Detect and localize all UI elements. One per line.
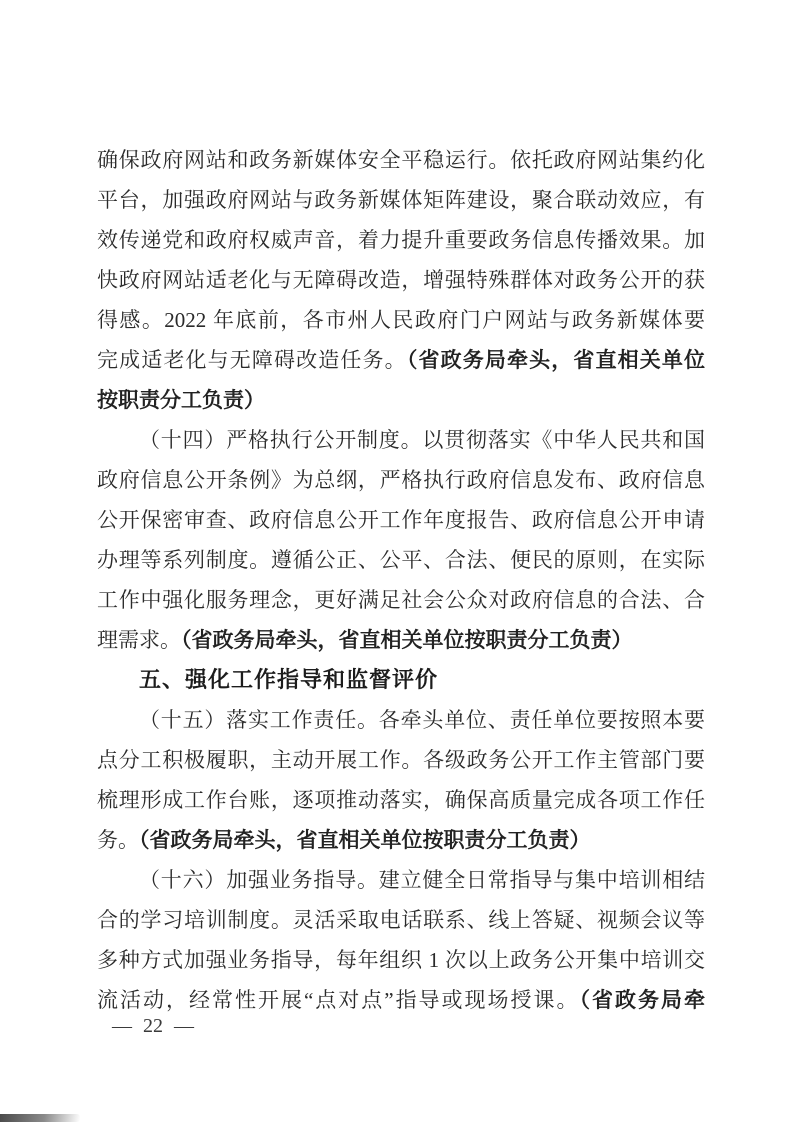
text-line bbox=[97, 940, 705, 980]
text-line bbox=[97, 180, 705, 220]
text-line bbox=[97, 900, 705, 940]
document-body bbox=[97, 140, 705, 1020]
page-number: — 22 — bbox=[112, 1015, 194, 1037]
text-line bbox=[97, 300, 705, 340]
text-segment: 公开保密审查、政府信息公开工作年度报告、政府信息公开申请 bbox=[97, 508, 705, 532]
text-line bbox=[97, 540, 705, 580]
attribution-segment: 按职责分工负责） bbox=[97, 388, 265, 412]
attribution-segment: （省政务局牵 bbox=[579, 988, 706, 1012]
section-heading bbox=[97, 660, 705, 700]
text-segment: 梳理形成工作台账，逐项推动落实，确保高质量完成各项工作任 bbox=[97, 788, 705, 812]
text-segment: （十五）落实工作责任。各牵头单位、责任单位要按照本要 bbox=[139, 708, 705, 732]
text-segment: （十六）加强业务指导。建立健全日常指导与集中培训相结 bbox=[139, 868, 705, 892]
text-segment: 完成适老化与无障碍改造任务。 bbox=[97, 348, 407, 372]
text-segment: 合的学习培训制度。灵活采取电话联系、线上答疑、视频会议等 bbox=[97, 908, 705, 932]
text-line bbox=[97, 820, 705, 860]
text-line bbox=[97, 700, 705, 740]
text-segment: 务。 bbox=[97, 828, 139, 852]
text-segment: 办理等系列制度。遵循公正、公平、合法、便民的原则，在实际 bbox=[97, 548, 705, 572]
text-segment: 确保政府网站和政务新媒体安全平稳运行。依托政府网站集约化 bbox=[97, 148, 705, 172]
attribution-segment: （省政务局牵头，省直相关单位按职责分工负责） bbox=[139, 828, 591, 852]
text-segment: 点分工积极履职，主动开展工作。各级政务公开工作主管部门要 bbox=[97, 748, 705, 772]
text-line bbox=[97, 780, 705, 820]
text-segment: 流活动，经常性开展“点对点”指导或现场授课。 bbox=[97, 988, 580, 1012]
text-line bbox=[97, 140, 705, 180]
text-line bbox=[97, 260, 705, 300]
text-segment: （十四）严格执行公开制度。以贯彻落实《中华人民共和国 bbox=[139, 428, 705, 452]
text-line bbox=[97, 580, 705, 620]
text-segment: 多种方式加强业务指导，每年组织 1 次以上政务公开集中培训交 bbox=[97, 948, 705, 972]
text-line bbox=[97, 420, 705, 460]
text-line bbox=[97, 380, 705, 420]
attribution-segment: （省政务局牵头，省直相关单位 bbox=[406, 348, 706, 372]
text-line bbox=[97, 460, 705, 500]
text-segment: 得感。2022 年底前，各市州人民政府门户网站与政务新媒体要 bbox=[97, 308, 705, 332]
attribution-segment: （省政务局牵头，省直相关单位按职责分工负责） bbox=[181, 628, 633, 652]
text-line bbox=[97, 340, 705, 380]
text-segment: 理需求。 bbox=[97, 628, 181, 652]
text-line bbox=[97, 620, 705, 660]
text-line bbox=[97, 860, 705, 900]
text-line bbox=[97, 500, 705, 540]
text-segment: 快政府网站适老化与无障碍改造，增强特殊群体对政务公开的获 bbox=[97, 268, 705, 292]
scan-artifact bbox=[0, 1114, 80, 1122]
text-segment: 平台，加强政府网站与政务新媒体矩阵建设，聚合联动效应，有 bbox=[97, 188, 705, 212]
text-line bbox=[97, 740, 705, 780]
text-segment: 政府信息公开条例》为总纲，严格执行政府信息发布、政府信息 bbox=[97, 468, 705, 492]
text-segment: 效传递党和政府权威声音，着力提升重要政务信息传播效果。加 bbox=[97, 228, 705, 252]
heading-text: 五、强化工作指导和监督评价 bbox=[139, 667, 439, 692]
text-segment: 工作中强化服务理念，更好满足社会公众对政府信息的合法、合 bbox=[97, 588, 705, 612]
text-line bbox=[97, 220, 705, 260]
